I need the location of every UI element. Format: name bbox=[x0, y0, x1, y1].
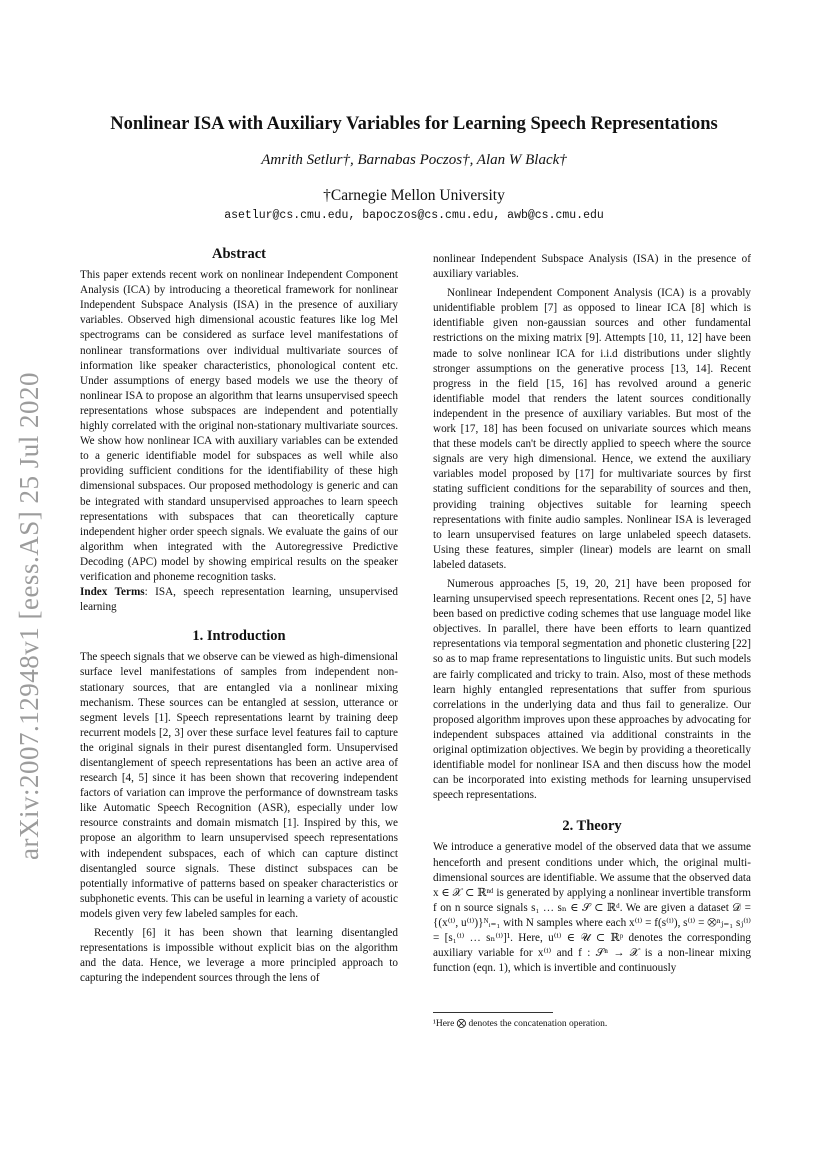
footnote-rule bbox=[433, 1012, 553, 1013]
intro-paragraph-2: Recently [6] it has been shown that learning disentangled representations is impossible without explicit bias on the algorithm and the data. Hence, we leverage a more principled approach to capturing the independent sources through the lens of bbox=[80, 927, 398, 985]
arxiv-watermark[interactable]: arXiv:2007.12948v1 [eess.AS] 25 Jul 2020 bbox=[14, 372, 44, 860]
author-emails[interactable]: asetlur@cs.cmu.edu, bapoczos@cs.cmu.edu, awb@cs.cmu.edu bbox=[224, 209, 604, 222]
intro-paragraph-3: nonlinear Independent Subspace Analysis (ISA) in the presence of auxiliary variables. bbox=[433, 253, 751, 281]
author-list: Amrith Setlur†, Barnabas Poczos†, Alan W Black† bbox=[261, 152, 567, 168]
intro-paragraph-5: Numerous approaches [5, 19, 20, 21] have been proposed for learning unsupervised speech representations. Recent ones [2, 5] have been based on predictive coding schemes that use language model like objectives. In parallel, there have been efforts to learn quantized representations via temporal segmentation and phonetic clustering [22] so as to map frame representations to linguistic units. But such models are fairly complicated and tricky to train. Also, most of these methods learn highly entangled representations that suffer from spurious correlations in the underlying data and thus fail to generalize. Our proposed algorithm improves upon these approaches by advocating for independent subspaces attained via additional constraints in the original optimization objectives. We begin by providing a theoretically identifiable model for nonlinear ISA and then discuss how the model can be incorporated into existing methods for learning unsupervised speech representations. bbox=[433, 577, 751, 802]
index-terms bbox=[80, 585, 398, 615]
intro-paragraph-4: Nonlinear Independent Component Analysis (ICA) is a provably unidentifiable problem [7] as opposed to linear ICA [8] which is identifiable given non-gaussian sources and other fundamental restrictions on the mixing matrix [9]. Attempts [10, 11, 12] have been made to solve nonlinear ICA for i.i.d distributions under slightly stronger assumptions on the generative process [13, 14]. Recent progress in the field [15, 16] has revolved around a generic identifiable model that renders the latent sources conditionally independent in the presence of auxiliary variables. But most of the work [17, 18] has been focused on univariate sources which means that these models can't be directly applied to speech where the source signals are very high dimensional. Hence, we extend the auxiliary variables model proposed by [17] for multivariate sources by first stating sufficient conditions for the separability of sources and then, providing training objectives suitable for learning speech representations with finite audio samples. Nonlinear ISA is leveraged to learn unsupervised features on large unlabeled speech datasets. Using these features, simpler (linear) models are learnt on small labeled datasets. bbox=[433, 287, 751, 571]
index-terms-list: : ISA, speech representation learning, unsupervised learning bbox=[80, 586, 398, 614]
left-column bbox=[80, 247, 398, 986]
footnote: ¹Here ⨂ denotes the concatenation operation. bbox=[433, 1019, 608, 1029]
abstract-heading: Abstract bbox=[212, 246, 266, 262]
paper-title: Nonlinear ISA with Auxiliary Variables for Learning Speech Representations bbox=[110, 114, 718, 134]
introduction-heading: 1. Introduction bbox=[192, 628, 286, 645]
intro-paragraph-1: The speech signals that we observe can be viewed as high-dimensional surface level manifestations of samples from independent non-stationary sources, that are entangled via a nonlinear mixing mechanism. These sources can be entangled at session, utterance or segment levels [1]. Speech representations learnt by training deep recurrent models [2, 3] over these surface level features fail to capture the original signals in their purest disentangled form. Unsupervised disentanglement of speech representations has been an active area of research [4, 5] since it has been shown that recovering independent factors of variation can improve the performance of downstream tasks like Automatic Speech Recognition (ASR), especially under low resource constraints and domain mismatch [1]. Inspired by this, we propose an algorithm to learn unsupervised speech representations with independent subspaces, each of which can capture distinct disentangled source signals. These distinct subspaces can be potentially informative of patterns based on speaker characteristics or subphonetic events. This can be useful in learning a variety of acoustic models given very few labeled samples for each. bbox=[80, 651, 398, 920]
right-column bbox=[433, 252, 751, 976]
index-terms-label: Index Terms bbox=[80, 586, 145, 599]
abstract-body: This paper extends recent work on nonlinear Independent Component Analysis (ICA) by introducing a theoretical framework for nonlinear Independent Subspace Analysis (ISA) in the presence of auxiliary variables. Observed high dimensional acoustic features like log Mel spectrograms can be considered as surface level manifestations of nonlinear transformations over individual multivariate sources of information like speaker characteristics, phonological content etc. Under assumptions of energy based models we use the theory of nonlinear ISA to propose an algorithm that learns unsupervised speech representations whose subspaces are independent and potentially highly correlated with the original non-stationary multivariate sources. We show how nonlinear ICA with auxiliary variables can be extended to a generic identifiable model for subspaces as well while also providing sufficient conditions for the identifiability of these high dimensional subspaces. Our proposed methodology is generic and can be integrated with standard unsupervised approaches to learn speech representations with subspaces that can theoretically capture independent higher order speech signals. We evaluate the gains of our algorithm when integrated with the Autoregressive Predictive Decoding (APC) model by showing empirical results on the speaker verification and phoneme recognition tasks. bbox=[80, 269, 398, 583]
theory-heading: 2. Theory bbox=[562, 818, 622, 835]
affiliation: †Carnegie Mellon University bbox=[323, 187, 505, 204]
theory-paragraph-1: We introduce a generative model of the observed data that we assume henceforth and present conditions under which, the original multi-dimensional sources are identifiable. We assume that the observed data x ∈ 𝒳 ⊂ ℝⁿᵈ is generated by applying a nonlinear invertible transform f on n source signals s₁ … sₙ ∈ 𝒮 ⊂ ℝᵈ. We are given a dataset 𝒟 = {(x⁽ⁱ⁾, u⁽ⁱ⁾)}ᴺᵢ₌₁ with N samples where each x⁽ⁱ⁾ = f(s⁽ⁱ⁾), s⁽ⁱ⁾ = ⨂ⁿⱼ₌₁ sⱼ⁽ⁱ⁾ = [s₁⁽ⁱ⁾ … sₙ⁽ⁱ⁾]¹. Here, u⁽ⁱ⁾ ∈ 𝒰 ⊂ ℝᵖ denotes the corresponding auxiliary variable for x⁽ⁱ⁾ and f : 𝒮ⁿ → 𝒳 is a non-linear mixing function (eqn. 1), which is invertible and continuously bbox=[433, 841, 751, 975]
